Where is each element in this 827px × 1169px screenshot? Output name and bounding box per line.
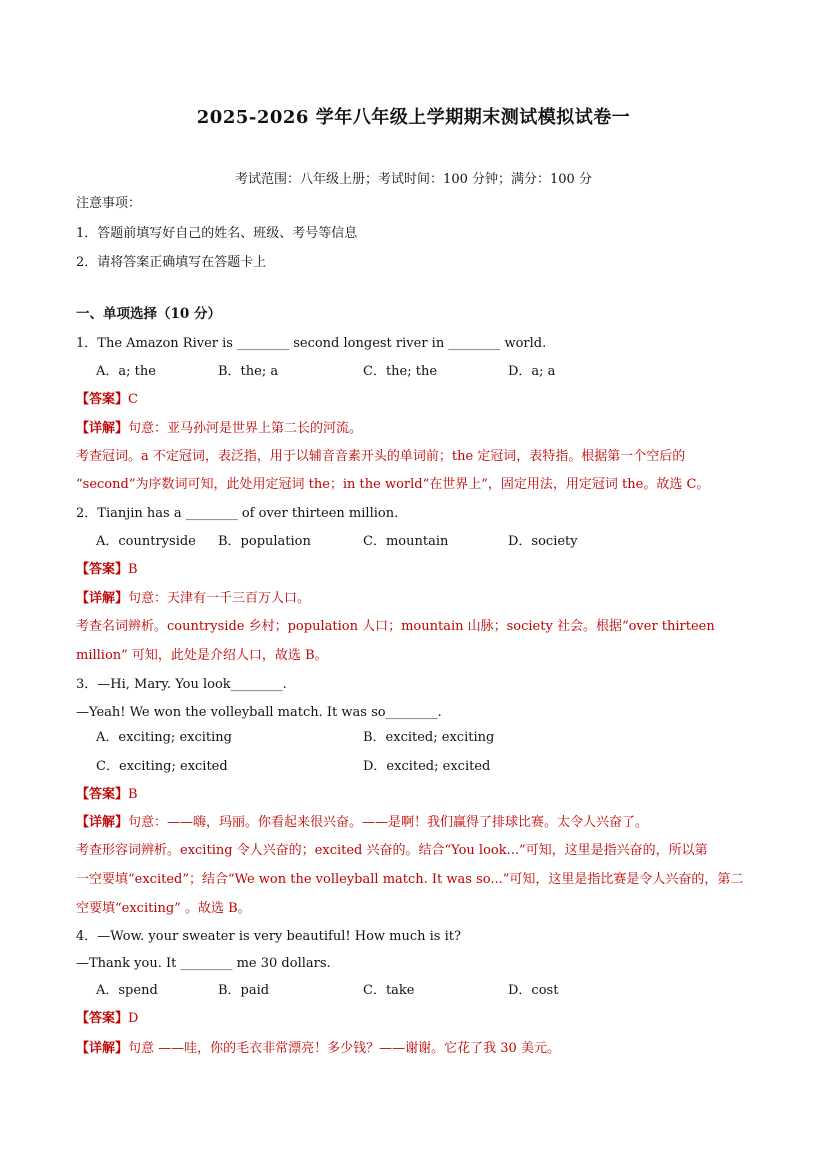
detail-line xyxy=(76,814,648,832)
section-heading: 一、单项选择（10 分） xyxy=(76,306,221,322)
option-b: B．paid xyxy=(218,983,270,998)
option-a: A．spend xyxy=(96,983,158,998)
option-b: B．population xyxy=(218,534,311,549)
question-stem: 1．The Amazon River is ________ second longest river in ________ world. xyxy=(76,336,547,351)
detail-line xyxy=(76,1040,560,1058)
detail-tag: 【详解】 xyxy=(76,421,129,436)
option-c: C．exciting; excited xyxy=(96,759,228,774)
answer-line xyxy=(76,561,138,579)
detail-line xyxy=(76,590,310,608)
note-item: 2．请将答案正确填写在答题卡上 xyxy=(76,255,267,270)
note-item: 1．答题前填写好自己的姓名、班级、考号等信息 xyxy=(76,226,358,241)
option-c: C．the; the xyxy=(363,364,438,379)
question-stem: 3．—Hi, Mary. You look________. xyxy=(76,677,287,692)
option-b: B．excited; exciting xyxy=(363,730,495,745)
option-d: D．a; a xyxy=(508,364,556,379)
analysis-text: 空要填“exciting” 。故选 B。 xyxy=(76,901,251,916)
answer-tag: 【答案】 xyxy=(76,562,129,577)
option-d: D．cost xyxy=(508,983,559,998)
analysis-text: 一空要填“excited”；结合“We won the volleyball match. It was so...”可知，这里是指比赛是令人兴奋的，第二 xyxy=(76,872,744,887)
answer-value: B xyxy=(128,562,138,577)
page-title: 2025-2026 学年八年级上学期期末测试模拟试卷一 xyxy=(196,107,631,128)
option-a: A．countryside xyxy=(96,534,196,549)
option-b: B．the; a xyxy=(218,364,279,379)
notes-heading: 注意事项： xyxy=(76,196,142,211)
answer-value: D xyxy=(128,1011,139,1026)
option-c: C．take xyxy=(363,983,415,998)
option-d: D．excited; excited xyxy=(363,759,491,774)
answer-tag: 【答案】 xyxy=(76,1011,129,1026)
answer-tag: 【答案】 xyxy=(76,392,129,407)
answer-value: C xyxy=(128,392,138,407)
analysis-text: 考查冠词。a 不定冠词，表泛指，用于以辅音音素开头的单词前；the 定冠词，表特指。根据第一个空后的 xyxy=(76,449,686,464)
answer-value: B xyxy=(128,787,138,802)
detail-text: 句意：——嗨，玛丽。你看起来很兴奋。——是啊！我们赢得了排球比赛。太令人兴奋了。 xyxy=(128,815,649,830)
answer-line xyxy=(76,1010,138,1028)
detail-tag: 【详解】 xyxy=(76,815,129,830)
analysis-text: 考查名词辨析。countryside 乡村；population 人口；mountain 山脉；society 社会。根据“over thirteen xyxy=(76,619,715,634)
detail-text: 句意：亚马孙河是世界上第二长的河流。 xyxy=(128,421,363,436)
exam-info: 考试范围：八年级上册；考试时间：100 分钟；满分：100 分 xyxy=(235,172,592,187)
analysis-text: 考查形容词辨析。exciting 令人兴奋的；excited 兴奋的。结合“You look...”可知，这里是指兴奋的，所以第 xyxy=(76,843,708,858)
detail-text: 句意：天津有一千三百万人口。 xyxy=(128,591,311,606)
detail-line xyxy=(76,420,362,438)
answer-line xyxy=(76,391,138,409)
answer-line xyxy=(76,786,138,804)
question-stem-2: —Thank you. It ________ me 30 dollars. xyxy=(76,956,331,971)
option-a: A．exciting; exciting xyxy=(96,730,232,745)
answer-tag: 【答案】 xyxy=(76,787,129,802)
question-stem-2: —Yeah! We won the volleyball match. It was so________. xyxy=(76,705,442,720)
detail-text: 句意 ——哇，你的毛衣非常漂亮！多少钱？——谢谢。它花了我 30 美元。 xyxy=(128,1041,560,1056)
option-d: D．society xyxy=(508,534,578,549)
analysis-text: million” 可知，此处是介绍人口，故选 B。 xyxy=(76,648,328,663)
option-a: A．a; the xyxy=(96,364,156,379)
detail-tag: 【详解】 xyxy=(76,591,129,606)
question-stem: 2．Tianjin has a ________ of over thirteen million. xyxy=(76,506,399,521)
analysis-text: “second”为序数词可知，此处用定冠词 the；in the world“在世界上”，固定用法，用定冠词 the。故选 C。 xyxy=(76,477,710,492)
option-c: C．mountain xyxy=(363,534,449,549)
detail-tag: 【详解】 xyxy=(76,1041,129,1056)
question-stem: 4．—Wow. your sweater is very beautiful! How much is it? xyxy=(76,929,461,944)
